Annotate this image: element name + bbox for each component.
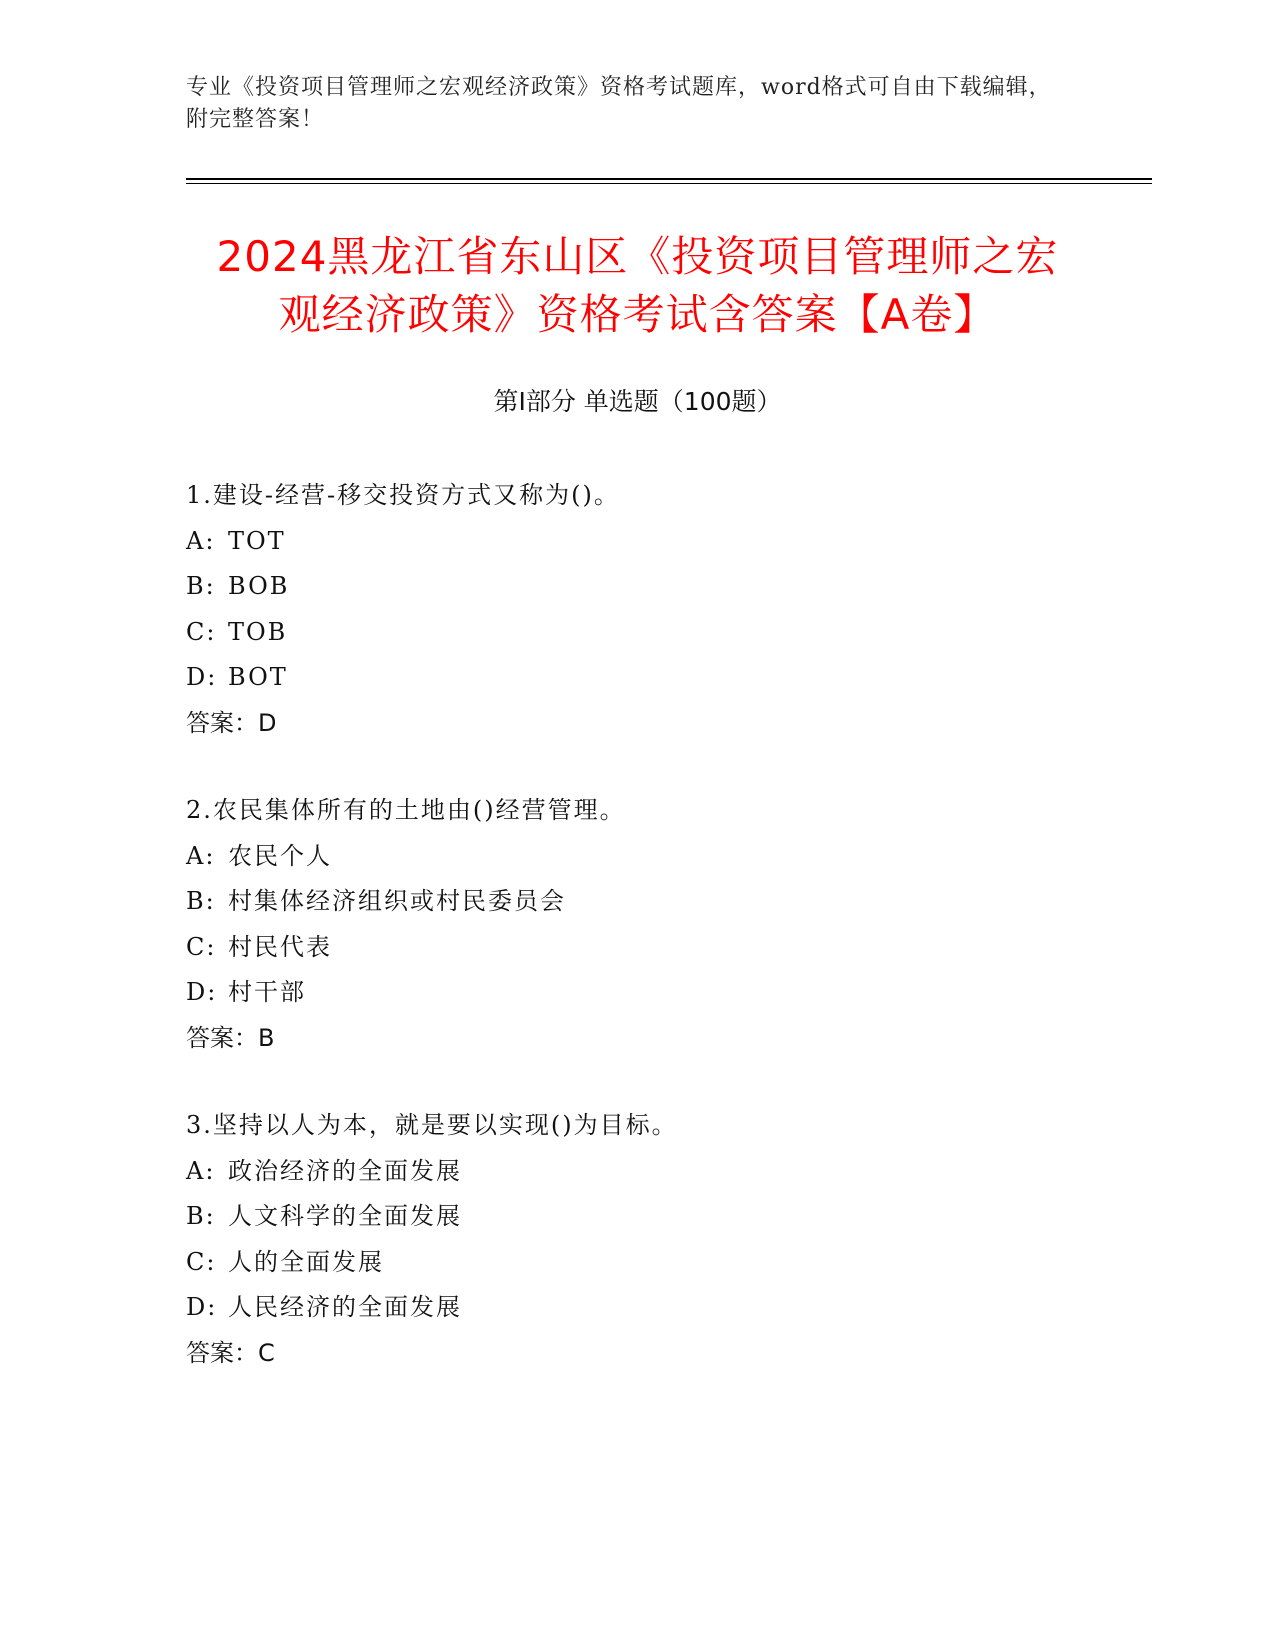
option-d <box>186 1285 1089 1331</box>
section-heading: 第Ⅰ部分 单选题（100题） <box>493 387 782 416</box>
document-title <box>150 228 1125 344</box>
option-c <box>186 925 1089 971</box>
option-a <box>186 834 1089 880</box>
document-title-line-1: 2024黑龙江省东山区《投资项目管理师之宏 <box>216 232 1059 281</box>
option-text: 人的全面发展 <box>228 1247 384 1276</box>
answer-line: 答案：D <box>186 708 277 737</box>
option-b <box>186 879 1089 925</box>
question-stem: 2.农民集体所有的土地由()经营管理。 <box>186 796 626 824</box>
option-text: 政治经济的全面发展 <box>228 1156 462 1185</box>
option-a <box>186 1149 1089 1195</box>
option-key: C: <box>186 932 217 961</box>
option-key: B: <box>186 887 216 915</box>
option-key: D: <box>186 978 218 1006</box>
option-text: BOB <box>228 572 290 600</box>
option-key: A: <box>186 841 216 870</box>
option-b <box>186 1194 1089 1240</box>
option-text: BOT <box>228 663 288 691</box>
option-text: 人民经济的全面发展 <box>228 1293 462 1321</box>
option-text: 农民个人 <box>228 841 332 870</box>
option-key: C: <box>186 617 217 646</box>
answer-line: 答案：C <box>186 1338 275 1367</box>
question-2 <box>186 788 1089 1061</box>
option-text: TOT <box>228 526 286 555</box>
option-a <box>186 519 1089 565</box>
option-b <box>186 564 1089 610</box>
answer-line: 答案：B <box>186 1023 275 1052</box>
option-text: 村干部 <box>228 978 306 1006</box>
option-text: 村集体经济组织或村民委员会 <box>228 887 566 915</box>
question-stem: 3.坚持以人为本，就是要以实现()为目标。 <box>186 1111 678 1139</box>
option-key: D: <box>186 663 218 691</box>
option-key: A: <box>186 1156 216 1185</box>
question-stem: 1.建设-经营-移交投资方式又称为()。 <box>186 481 620 509</box>
header-rule-thick <box>186 178 1152 180</box>
question-1 <box>186 473 1089 746</box>
option-key: D: <box>186 1293 218 1321</box>
option-d <box>186 970 1089 1016</box>
option-c <box>186 610 1089 656</box>
question-list <box>186 473 1089 1418</box>
option-key: A: <box>186 526 216 555</box>
option-key: C: <box>186 1247 217 1276</box>
document-title-line-2: 观经济政策》资格考试含答案【A卷】 <box>278 290 997 339</box>
option-c <box>186 1240 1089 1286</box>
option-d <box>186 655 1089 701</box>
header-rule-thin <box>186 183 1152 184</box>
option-key: B: <box>186 572 216 600</box>
option-text: TOB <box>228 617 288 646</box>
question-3 <box>186 1103 1089 1376</box>
option-text: 人文科学的全面发展 <box>228 1202 462 1230</box>
header-note: 专业《投资项目管理师之宏观经济政策》资格考试题库，word格式可自由下载编辑，附完整答案！ <box>186 75 1052 132</box>
option-text: 村民代表 <box>228 932 332 961</box>
option-key: B: <box>186 1202 216 1230</box>
